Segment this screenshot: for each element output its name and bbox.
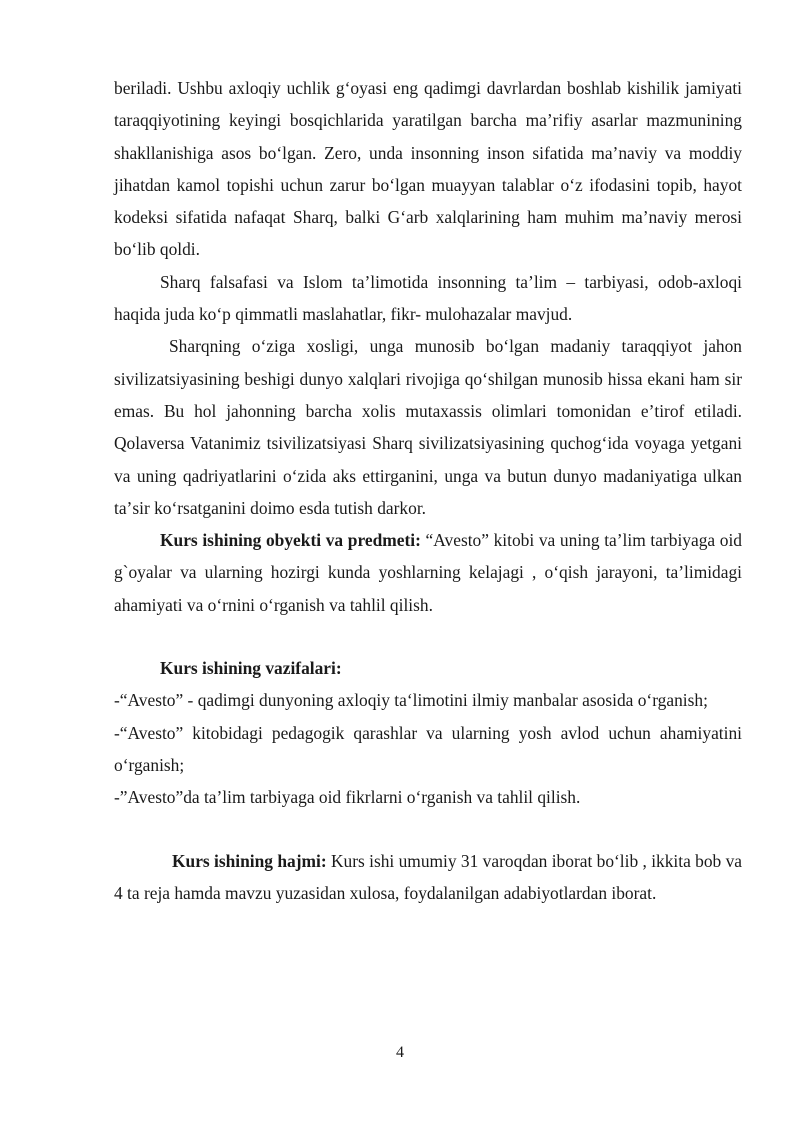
tasks-heading-text: Kurs ishining vazifalari: xyxy=(160,658,342,679)
spacer xyxy=(114,621,742,652)
tasks-section-heading xyxy=(114,652,742,684)
task-item: -“Avesto” kitobidagi pedagogik qarashlar va ularning yosh avlod uchun ahamiyatini oʻrganish; xyxy=(114,722,742,775)
object-section xyxy=(114,524,742,621)
volume-section xyxy=(114,845,742,910)
volume-section-text: Kurs ishi umumiy 31 varoqdan iborat boʻlib , ikkita bob va 4 ta reja hamda mavzu yuzasidan xulosa, foydalanilgan adabiyotlardan iborat. xyxy=(114,850,743,903)
task-item: -“Avesto” - qadimgi dunyoning axloqiy taʻlimotini ilmiy manbalar asosida oʻrganish; xyxy=(114,690,708,711)
volume-section-heading: Kurs ishining hajmi: xyxy=(172,850,327,871)
paragraph-intro: beriladi. Ushbu axloqiy uchlik gʻoyasi eng qadimgi davrlardan boshlab kishilik jamiyati taraqqiyotining keyingi bosqichlarida yaratilgan barcha maʼrifiy asarlar mazmunining shakllanishiga asos boʻlgan. Zero, unda insonning inson sifatida maʼnaviy va moddiy jihatdan kamol topishi uchun zarur boʻlgan muayyan talablar oʻz ifodasini topib, hayot kodeksi sifatida nafaqat Sharq, balki Gʻarb xalqlarining ham muhim maʼnaviy merosi boʻlib qoldi. xyxy=(114,78,742,260)
paragraph-sharqning-oziga-xosligi: Sharqning oʻziga xosligi, unga munosib boʻlgan madaniy taraqqiyot jahon sivilizatsiyasining beshigi dunyo xalqlari rivojiga qoʻshilgan munosib hissa ekani ham sir emas. Bu hol jahonning barcha xolis mutaxassis olimlari tomonidan eʼtirof etiladi. Qolaversa Vatanimiz tsivilizatsiyasi Sharq sivilizatsiyasining quchogʻida voyaga yetgani va uning qadriyatlarini oʻzida aks ettirganini, unga va butun dunyo madaniyatiga ulkan taʼsir koʻrsatganini doimo esda tutish darkor. xyxy=(114,336,742,518)
paragraph-sharq-falsafasi: Sharq falsafasi va Islom taʼlimotida insonning taʼlim – tarbiyasi, odob-axloqi haqida juda koʻp qimmatli maslahatlar, fikr- mulohazalar mavjud. xyxy=(114,271,742,325)
page-number: 4 xyxy=(396,1044,404,1061)
spacer xyxy=(114,814,742,845)
object-section-text: “Avesto” kitobi va uning taʼlim tarbiyaga oid g`oyalar va ularning hozirgi kunda yoshlarning kelajagi , oʻqish jarayoni, taʼlimidagi ahamiyati va oʻrnini oʻrganish va tahlil qilish. xyxy=(114,530,742,615)
page-body xyxy=(114,72,742,909)
object-section-heading: Kurs ishining obyekti va predmeti: xyxy=(160,530,421,551)
task-item: -”Avesto”da taʼlim tarbiyaga oid fikrlarni oʻrganish va tahlil qilish. xyxy=(114,787,581,808)
